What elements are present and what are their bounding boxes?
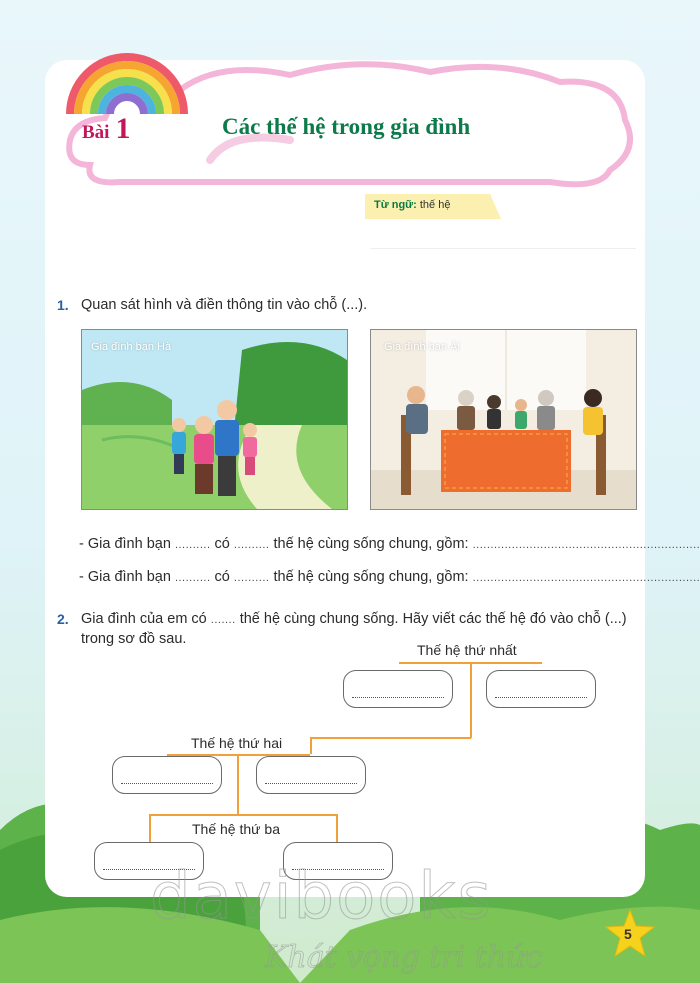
image-left-label: Gia đình bạn Hà <box>91 341 172 353</box>
answer-blank-members[interactable]: ................................................................ <box>472 572 700 584</box>
gen2-box-left[interactable] <box>112 756 222 794</box>
answer-has: có <box>214 569 230 585</box>
vocab-term: thế hệ <box>419 199 451 211</box>
answer-prefix: - Gia đình bạn <box>79 536 171 552</box>
gen1-box-right[interactable] <box>486 670 596 708</box>
answer-blank-count[interactable]: .......... <box>233 572 270 584</box>
lesson-title: Các thế hệ trong gia đình <box>222 114 471 139</box>
q2-text-a: Gia đình của em có <box>81 611 207 627</box>
q2-number: 2. <box>57 611 69 627</box>
connector-line <box>310 737 471 739</box>
page-number: 5 <box>624 926 632 942</box>
gen1-label: Thế hệ thứ nhất <box>417 642 517 658</box>
connector-line <box>149 814 337 816</box>
lesson-word: Bài <box>82 122 110 143</box>
gen1-box-left[interactable] <box>343 670 453 708</box>
family-ha-image <box>81 329 348 510</box>
answer-middle: thế hệ cùng sống chung, gồm: <box>273 536 469 552</box>
q2-blank[interactable]: ....... <box>210 614 236 626</box>
answer-prefix: - Gia đình bạn <box>79 569 171 585</box>
answer-blank-members[interactable]: ................................................................ <box>472 539 700 551</box>
q1-answer-line-1 <box>79 536 700 552</box>
watermark-slogan: Khát vọng tri thức <box>265 940 543 975</box>
answer-blank-name[interactable]: .......... <box>174 539 211 551</box>
q2-text <box>81 611 627 627</box>
gen3-label: Thế hệ thứ ba <box>192 821 280 837</box>
rainbow-icon <box>62 42 192 122</box>
connector-line <box>310 737 312 754</box>
family-ai-image <box>370 329 637 510</box>
connector-line <box>237 754 239 814</box>
vocab-text <box>374 199 450 211</box>
watermark-brand: davibooks <box>150 860 493 934</box>
gen2-box-right[interactable] <box>256 756 366 794</box>
connector-line <box>470 662 472 738</box>
answer-has: có <box>214 536 230 552</box>
lesson-digit: 1 <box>115 112 131 145</box>
answer-blank-count[interactable]: .......... <box>233 539 270 551</box>
answer-blank-name[interactable]: .......... <box>174 572 211 584</box>
q1-answer-line-2 <box>79 569 700 585</box>
q1-text: Quan sát hình và điền thông tin vào chỗ (...). <box>81 297 368 313</box>
q2-text-c: trong sơ đồ sau. <box>81 631 187 647</box>
vocab-box <box>371 222 636 249</box>
vocab-label: Từ ngữ: <box>374 199 417 211</box>
lesson-number <box>82 112 130 146</box>
q2-text-b: thế hệ cùng chung sống. Hãy viết các thế hệ đó vào chỗ (...) <box>239 611 627 627</box>
q1-number: 1. <box>57 297 69 313</box>
connector-line <box>149 814 151 842</box>
image-right-label: Gia đình bạn Ái <box>384 341 460 353</box>
answer-middle: thế hệ cùng sống chung, gồm: <box>273 569 469 585</box>
gen2-label: Thế hệ thứ hai <box>191 735 283 751</box>
connector-line <box>336 814 338 842</box>
